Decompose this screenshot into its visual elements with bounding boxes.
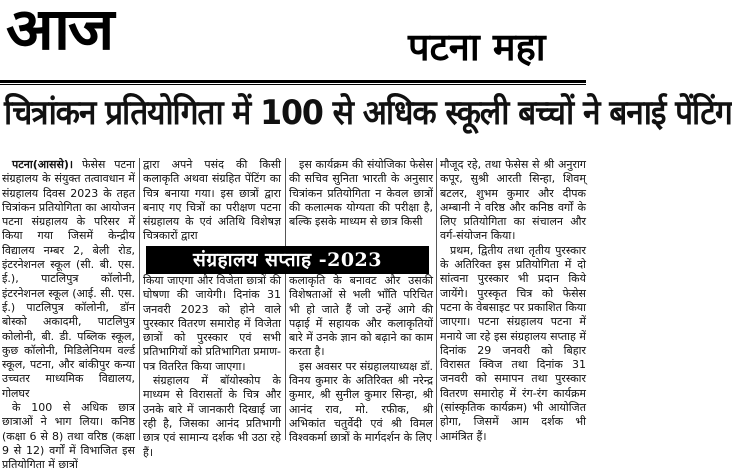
article-column-4	[440, 158, 586, 443]
masthead-rule	[0, 80, 586, 83]
section-banner: संग्रहालय सप्ताह -2023	[146, 246, 429, 274]
column-divider	[139, 158, 140, 440]
edition-city: पटना महा	[408, 24, 546, 69]
column-divider	[436, 158, 437, 440]
column-2-bottom-text: किया जाएगा और विजेता छात्रों की घोषणा की जायेगी। दिनांक 31 जनवरी 2023 को होने वाले पुरस्कार वितरण समारोह में विजेता छात्रों को पुरस्कार एवं सभी प्रतिभागियों को प्रतिभागिता प्रमाण-पत्र वितरित किया जाएगा।	[143, 274, 281, 373]
column-3-top-text: इस कार्यक्रम की संयोजिका फेसेस की सचिव सुनिता भारती के अनुसार चित्रांकन प्रतियोगिता न केवल छात्रों की कलात्मक योग्यता की परीक्षा है, बल्कि इसके माध्यम से छात्र किसी	[289, 158, 433, 229]
column-4-text: मौजूद रहे, तथा फेसेस से श्री अनुराग कपूर, सुश्री आरती सिन्हा, शिवम् बटलर, शुभम कुमार और दीपक अम्बानी ने वरिष्ठ और कनिष्ठ वर्गों के लिए प्रतियोगिता का संचालन और वर्ग-संयोजन किया।	[440, 158, 586, 243]
article-column-2	[143, 158, 281, 459]
column-3-paragraph-2: इस अवसर पर संग्रहालयाध्यक्ष डॉ. विनय कुमार के अतिरिक्त श्री नरेन्द्र कुमार, श्री सुनील कुमार सिन्हा, श्री आनंद राव, मो. रफीक, श्री अभिकांत चतुर्वेदी एवं श्री विमल विश्वकर्मा छात्रों के मार्गदर्शन के लिए	[289, 359, 433, 445]
article-column-1	[2, 158, 135, 472]
column-1-paragraph-2: के 100 से अधिक छात्र छात्राओं ने भाग लिया। कनिष्ठ (कक्षा 6 से 8) तथा वरिष्ठ (कक्षा 9 से 12) वर्गों में विभाजित इस प्रतियोगिता में छात्रों	[2, 401, 135, 472]
column-2-paragraph-2: संग्रहालय में बॉयोस्कोप के माध्यम से विरासतों के चित्र और उनके बारे में जानकारी दिखाई जा रही है, जिसका आनंद प्रतिभागी छात्र एवं सामान्य दर्शक भी उठा रहे हैं।	[143, 374, 281, 459]
column-3-bottom-text: कलाकृति के बनावट और उसकी विशेषताओं से भली भाँति परिचित भी हो जाते हैं जो उन्हें आगे की पढ़ाई में सहायक और कलाकृतियों बारे में उनके ज्ञान को बढ़ाने का काम करता है।	[289, 274, 433, 359]
column-divider	[285, 158, 286, 440]
column-2-top-text: द्वारा अपने पसंद की किसी कलाकृति अथवा संग्रहित पेंटिंग का चित्र बनाया गया। इस छात्रों द्वारा बनाए गए चित्रों का परीक्षण पटना संग्रहालय के एवं अतिथि विशेषज्ञ चित्रकारों द्वारा	[143, 158, 281, 243]
newspaper-logo: आज	[6, 0, 113, 63]
column-4-paragraph-2: प्रथम, द्वितीय तथा तृतीय पुरस्कार के अतिरिक्त इस प्रतियोगिता में दो सांत्वना पुरस्कार भी प्रदान किये जायेंगे। पुरस्कृत चित्र को फेसेस पटना के वेबसाइट पर प्रकाशित किया जाएगा। पटना संग्रहालय पटना में मनाये जा रहे इस संग्रहालय सप्ताह में दिनांक 29 जनवरी को बिहार विरासत क्विज तथा दिनांक 31 जनवरी को समापन तथा पुरस्कार वितरण समारोह में रंग-रंग कार्यक्रम (सांस्कृतिक कार्यक्रम) भी आयोजित होगा, जिसमें आम दर्शक भी आमंत्रित हैं।	[440, 243, 586, 443]
column-1-text: फेसेस पटना संग्रहालय के संयुक्त तत्वावधान में संग्रहालय दिवस 2023 के तहत चित्रांकन प्रतियोगिता का आयोजन पटना संग्रहालय के परिसर में किया गया जिसमें केन्द्रीय विद्यालय नम्बर 2, बेली रोड, इंटरनेशनल स्कूल (सी. बी. एस. ई.), पाटलिपुत्र कॉलोनी, इंटरनेशनल स्कूल (आई. सी. एस. ई.) पाटलिपुत्र कॉलोनी, डॉन बोस्को अकादमी, पाटलिपुत्र कोलोनी, बी. डी. पब्लिक स्कूल, कुछ कॉलोनी, मिडिलेनियम वर्ल्ड स्कूल, पटना, और बांकीपुर कन्या उच्चतर माध्यमिक विद्यालय, गोलघर	[2, 158, 135, 400]
article-column-3	[289, 158, 433, 445]
article-headline: चित्रांकन प्रतियोगिता में 100 से अधिक स्कूली बच्चों ने बनाई पेंटिंग	[4, 93, 732, 133]
dateline: पटना(आससे)।	[12, 158, 74, 171]
masthead-rule-thin	[0, 84, 586, 85]
